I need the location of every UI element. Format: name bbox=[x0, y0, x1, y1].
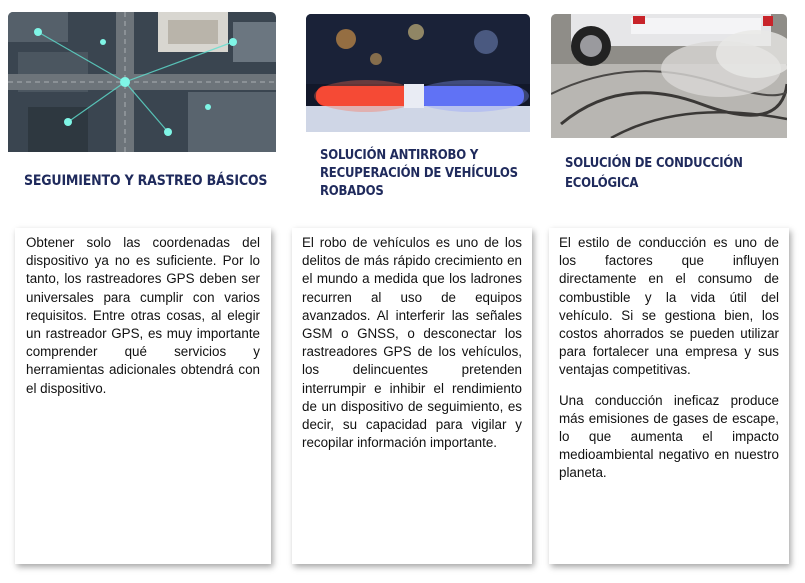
card-title: SOLUCIÓN DE CONDUCCIÓN ECOLÓGICA bbox=[565, 156, 743, 191]
city-aerial-gps-image bbox=[8, 12, 276, 152]
feature-card-tracking bbox=[8, 12, 276, 196]
description-text: El estilo de conducción es uno de los factores que influyen directamente en el consumo de combustible y la vida útil del vehículo. Si se gestiona bien, los costos ahorrados se pueden utilizar para fortalecer una empresa y sus ventajas competitivas. bbox=[559, 235, 779, 378]
card-title: SEGUIMIENTO Y RASTREO BÁSICOS bbox=[24, 173, 268, 189]
description-box-tracking bbox=[15, 228, 271, 564]
police-lights-image bbox=[306, 14, 530, 132]
description-text: Obtener solo las coordenadas del dispositivo ya no es suficiente. Por lo tanto, los rastreadores GPS deben ser universales para cumplir con varios requisitos. Entre otras cosas, al elegir un rastreador GPS, es muy importante comprender qué servicios y herramientas adicionales obtendrá con el dispositivo. bbox=[26, 235, 260, 396]
car-exhaust-smoke-image bbox=[551, 14, 787, 138]
description-text: El robo de vehículos es uno de los delitos de más rápido crecimiento en el mundo a medida que los ladrones recurren al uso de equipos avanzados. Al interferir las señales GSM o GNSS, o desconectar los rastreadores GPS de los vehículos, los delincuentes pretenden interrumpir e inhibir el rendimiento de un dispositivo de seguimiento, es decir, su capacidad para vigilar y recopilar información importante. bbox=[302, 235, 522, 451]
description-box-antitheft bbox=[292, 228, 532, 564]
feature-card-eco-driving bbox=[551, 14, 787, 198]
feature-card-antitheft bbox=[306, 14, 530, 198]
description-text: Una conducción ineficaz produce más emisiones de gases de escape, lo que aumenta el impacto medioambiental negativo en nuestro planeta. bbox=[559, 392, 779, 481]
description-box-eco-driving bbox=[549, 228, 789, 564]
card-title: SOLUCIÓN ANTIRROBO Y RECUPERACIÓN DE VEHÍCULOS ROBADOS bbox=[320, 148, 518, 199]
